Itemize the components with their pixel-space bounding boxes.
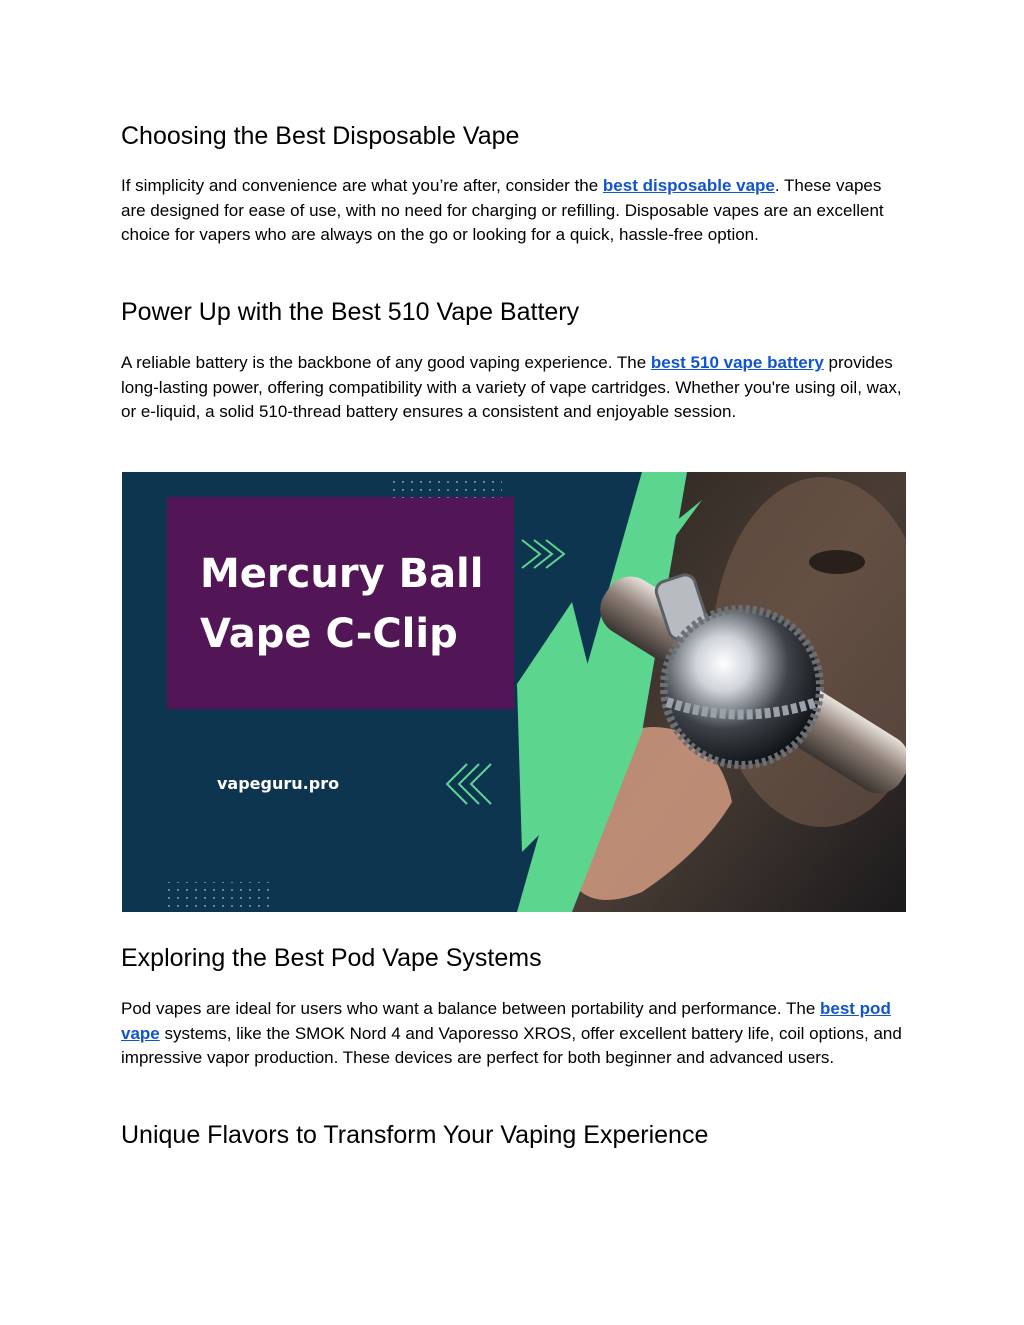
banner-title-line2: Vape C-Clip [200, 611, 458, 657]
eye-shape [809, 550, 865, 574]
heading-unique-flavors: Unique Flavors to Transform Your Vaping Experience [121, 1121, 709, 1149]
paragraph-pod-vape [121, 997, 906, 1071]
paragraph-text: . These vapes are designed for ease of use, with no need for charging or refilling. Disposable vapes are an excellent choice for vapers who are always on the go or looking for a quick, hassle-free option. [121, 176, 884, 244]
paragraph-510-battery [121, 351, 906, 425]
heading-510-battery: Power Up with the Best 510 Vape Battery [121, 298, 580, 326]
mercury-ball [664, 609, 820, 765]
paragraph-text: Pod vapes are ideal for users who want a balance between portability and performance. The [121, 999, 820, 1018]
dot-grid-bottom [164, 882, 276, 912]
paragraph-text: provides long-lasting power, offering compatibility with a variety of vape cartridges. Whether you're using oil, wax, or e-liquid, a solid 510-thread battery ensures a consistent and enjoyable session. [121, 353, 902, 421]
heading-disposable-vape: Choosing the Best Disposable Vape [121, 122, 520, 150]
title-box [167, 497, 514, 709]
banner-site-url: vapeguru.pro [217, 774, 340, 793]
banner-title-line1: Mercury Ball [200, 551, 484, 597]
link-best-disposable-vape[interactable]: best disposable vape [602, 176, 775, 195]
paragraph-text: If simplicity and convenience are what you’re after, consider the [121, 176, 603, 195]
mercury-ball-banner-image [122, 472, 906, 912]
link-best-510-vape-battery[interactable]: best 510 vape battery [650, 353, 824, 372]
dot-grid-top [390, 476, 502, 498]
link-best-pod-vape[interactable]: best pod vape [121, 999, 891, 1043]
paragraph-text: systems, like the SMOK Nord 4 and Vaporesso XROS, offer excellent battery life, coil options, and impressive vapor production. These devices are perfect for both beginner and advanced users. [121, 1023, 902, 1067]
heading-pod-vape: Exploring the Best Pod Vape Systems [121, 944, 542, 972]
paragraph-disposable-vape [121, 174, 906, 248]
paragraph-text: A reliable battery is the backbone of any good vaping experience. The [121, 353, 651, 372]
